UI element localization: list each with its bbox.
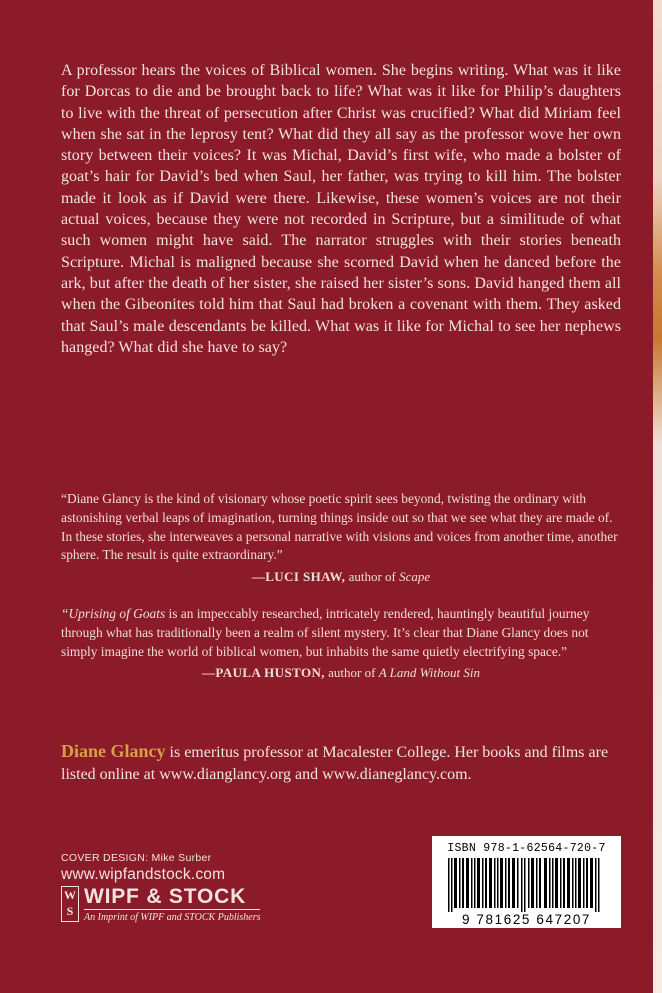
publisher-logo — [61, 886, 260, 923]
isbn-label: ISBN 978-1-62564-720-7 — [447, 842, 606, 855]
quote-text — [61, 605, 621, 661]
ws-logo-icon: W S — [61, 886, 79, 922]
cover-edge-strip — [653, 0, 662, 993]
book-title: “Uprising of Goats — [61, 606, 166, 621]
isbn-barcode — [432, 836, 621, 928]
quote-text: “Diane Glancy is the kind of visionary whose poetic spirit sees beyond, twisting the ordinary with astonishing verbal leaps of imagination, turning things inside out so that we see what they are made of. In these stories, she interweaves a personal narrative with visions and voices from another time, another sphere. The result is quite extraordinary.” — [61, 491, 618, 563]
barcode-digits: 9 781625 647207 — [461, 912, 592, 927]
quote-author: —LUCI SHAW, — [251, 569, 346, 585]
author-bio-text: is emeritus professor at Macalester College. Her books and films are listed online at www.dianglancy.org and www.dianeglancy.com. — [61, 744, 609, 783]
endorsement-quote-2 — [61, 605, 621, 683]
book-description: A professor hears the voices of Biblical women. She begins writing. What was it like for Dorcas to die and be brought back to life? What was it like for Philip’s daughters to live with the threat of persecution after Christ was crucified? What did Miriam feel when she sat in the leprosy tent? What did they all say as the professor wove her own story between their voices? It was Michal, David’s first wife, who made a bolster of goat’s hair for David’s bed when Saul, her father, was trying to kill him. The bolster made it look as if David were there. Likewise, these women’s voices are not their actual voices, because they were not recorded in Scripture, but a similitude of what such women might have said. The narrator struggles with their stories beneath Scripture. Michal is maligned because she scorned David when he danced before the ark, but after the death of her sister, she raised her sister’s sons. David hanged them all when the Gibeonites told him that Saul had broken a covenant with them. They asked that Saul’s male descendants be killed. What was it like for Michal to see her nephews hanged? What did she have to say? — [61, 62, 621, 356]
endorsement-quote-1 — [61, 490, 621, 587]
publisher-imprint: An Imprint of WIPF and STOCK Publishers — [84, 912, 261, 923]
cover-design-credit: COVER DESIGN: Mike Surber — [61, 852, 212, 864]
publisher-url: www.wipfandstock.com — [61, 866, 226, 883]
quote-author: —PAULA HUSTON, — [202, 665, 325, 681]
quote-body: is an impeccably researched, intricately rendered, hauntingly beautiful journey through what has traditionally been a realm of silent mystery. It’s clear that Diane Glancy does not simply imagine the world of biblical women, but inhabits the same quietly electrifying space.” — [61, 606, 590, 659]
barcode-bars — [446, 858, 607, 912]
quote-author-book: A Land Without Sin — [378, 665, 480, 681]
credits — [61, 852, 225, 884]
author-name: Diane Glancy — [61, 741, 166, 761]
publisher-name: WIPF & STOCK — [84, 886, 260, 910]
quote-attribution — [61, 664, 621, 683]
quote-author-book: Scape — [399, 569, 431, 585]
quote-attribution — [61, 568, 621, 587]
author-of-label: author of — [324, 665, 379, 681]
author-bio — [61, 741, 631, 785]
author-of-label: author of — [345, 569, 400, 585]
